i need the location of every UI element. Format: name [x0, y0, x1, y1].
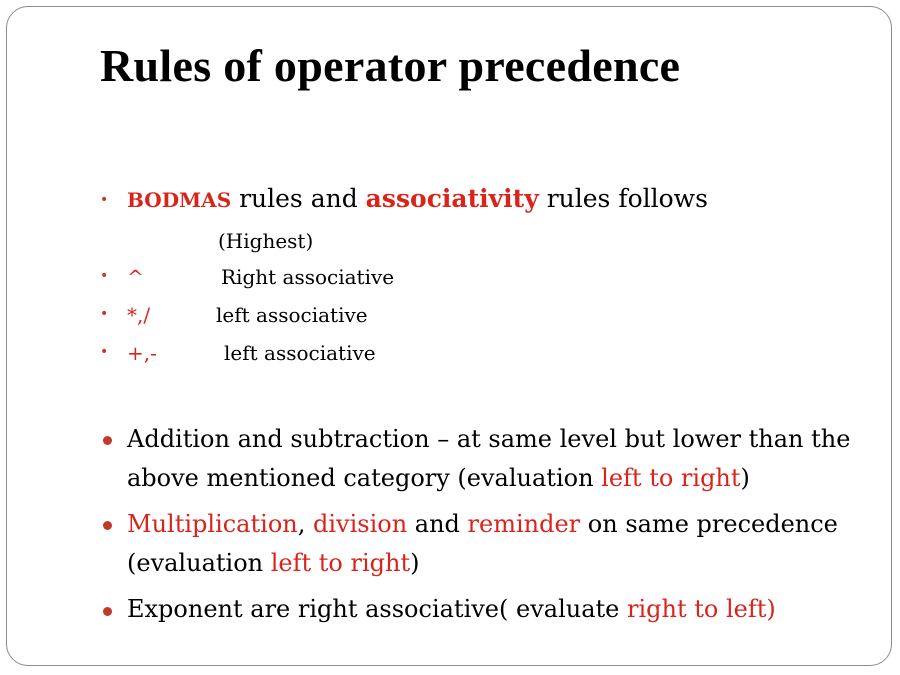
operator-symbol-exponent: ^ [127, 265, 144, 289]
highlight-multiplication: Multiplication [127, 510, 298, 538]
bullet-exponent [127, 595, 776, 623]
text-segment: (evaluation [127, 549, 271, 577]
highlight-right-to-left: right to left) [627, 595, 776, 623]
text-segment: ) [410, 549, 420, 577]
text-segment: Exponent are right associative( evaluate [127, 595, 627, 623]
operator-desc-addsub: left associative [224, 341, 376, 365]
intro-end: rules follows [538, 184, 708, 213]
bullet-multiplication-line1 [127, 510, 838, 538]
bullet-dot [103, 436, 112, 445]
operator-symbol-addsub: +,- [127, 341, 157, 365]
bullet-dot [103, 521, 112, 530]
operator-desc-exponent: Right associative [221, 265, 395, 289]
operator-symbol-muldiv: *,/ [127, 303, 151, 327]
bullet-dot: • [100, 306, 109, 322]
intro-mid: rules and [231, 184, 366, 213]
slide-title: Rules of operator precedence [100, 40, 681, 91]
associativity-term: associativity [365, 184, 539, 213]
highlight-division: division [312, 510, 408, 538]
text-segment: , [297, 510, 313, 538]
highlight-left-to-right: left to right [270, 549, 411, 577]
bullet-addition-line1: Addition and subtraction – at same level but lower than the [127, 425, 851, 453]
intro-line [127, 184, 708, 213]
bullet-dot [103, 607, 112, 616]
text-segment: and [407, 510, 468, 538]
text-segment: on same precedence [580, 510, 838, 538]
text-segment: above mentioned category (evaluation [127, 464, 602, 492]
highest-label: (Highest) [218, 229, 314, 253]
bullet-dot: • [100, 344, 109, 360]
text-segment: ) [740, 464, 750, 492]
bullet-dot: • [100, 192, 109, 208]
operator-desc-muldiv: left associative [216, 303, 368, 327]
bullet-dot: • [100, 268, 109, 284]
bullet-multiplication-line2 [127, 549, 419, 577]
bodmas-term: BODMAS [127, 188, 232, 212]
highlight-left-to-right: left to right [601, 464, 741, 492]
highlight-reminder: reminder [467, 510, 581, 538]
bullet-addition-line2 [127, 464, 750, 492]
